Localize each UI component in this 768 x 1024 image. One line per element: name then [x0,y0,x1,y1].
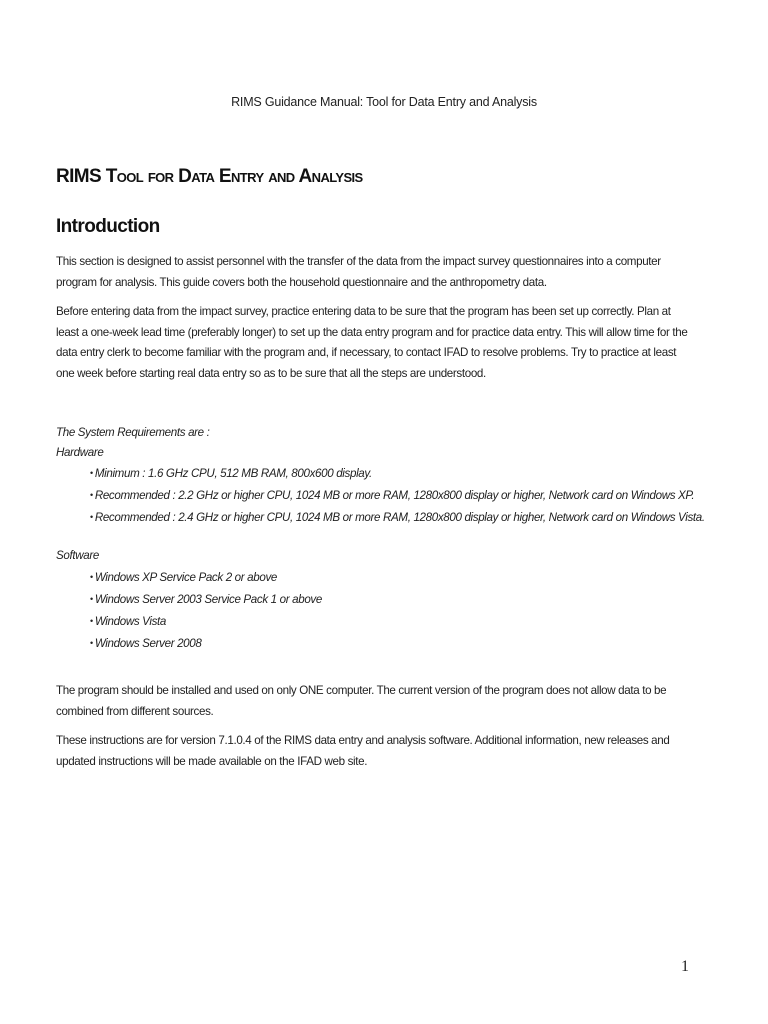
list-item [90,485,705,507]
list-item [90,589,322,611]
software-item-text: Windows XP Service Pack 2 or above [94,571,277,584]
bullet-icon: • [90,594,93,604]
closing-paragraph-1: The program should be installed and used on only ONE computer. The current version of the program does not allow data to be combined from different sources. [56,684,667,718]
bullet-icon: • [90,616,93,626]
section-heading-introduction: Introduction [56,216,160,237]
bullet-icon: • [90,638,93,648]
closing-paragraph-2: These instructions are for version 7.1.0.4 of the RIMS data entry and analysis software. Additional information, new releases and updated instructions will be made available on the IFAD web site. [56,734,670,768]
running-header: RIMS Guidance Manual: Tool for Data Entry and Analysis [231,95,537,109]
list-item [90,507,705,529]
bullet-icon: • [90,468,93,478]
hardware-item-text: Minimum : 1.6 GHz CPU, 512 MB RAM, 800x600 display. [94,467,372,480]
intro-paragraph-2: Before entering data from the impact survey, practice entering data to be sure that the program has been set up correctly. Plan at least a one-week lead time (preferably longer) to set up the data entry program and for practice data entry. This will allow time for the data entry clerk to become familiar with the program and, if necessary, to contact IFAD to resolve problems. Try to practice at least one week before starting real data entry so as to be sure that all the steps are understood. [56,305,688,380]
list-item [90,567,322,589]
bullet-icon: • [90,512,93,522]
document-title: RIMS Tool for Data Entry and Analysis [56,166,363,187]
software-list [90,567,322,655]
software-item-text: Windows Vista [94,615,166,628]
list-item [90,463,705,485]
bullet-icon: • [90,572,93,582]
software-item-text: Windows Server 2003 Service Pack 1 or above [94,593,322,606]
system-requirements-label: The System Requirements are : [56,426,210,439]
hardware-item-text: Recommended : 2.4 GHz or higher CPU, 1024 MB or more RAM, 1280x800 display or higher, Network card on Windows Vista. [94,511,705,524]
list-item [90,611,322,633]
hardware-item-text: Recommended : 2.2 GHz or higher CPU, 1024 MB or more RAM, 1280x800 display or higher, Network card on Windows XP. [94,489,695,502]
list-item [90,633,322,655]
bullet-icon: • [90,490,93,500]
page-number: 1 [681,958,689,975]
software-label: Software [56,549,99,562]
hardware-list [90,463,705,529]
hardware-label: Hardware [56,446,104,459]
intro-paragraph-1: This section is designed to assist personnel with the transfer of the data from the impact survey questionnaires into a computer program for analysis. This guide covers both the household questionnaire and the anthropometry data. [56,255,661,289]
software-item-text: Windows Server 2008 [94,637,202,650]
